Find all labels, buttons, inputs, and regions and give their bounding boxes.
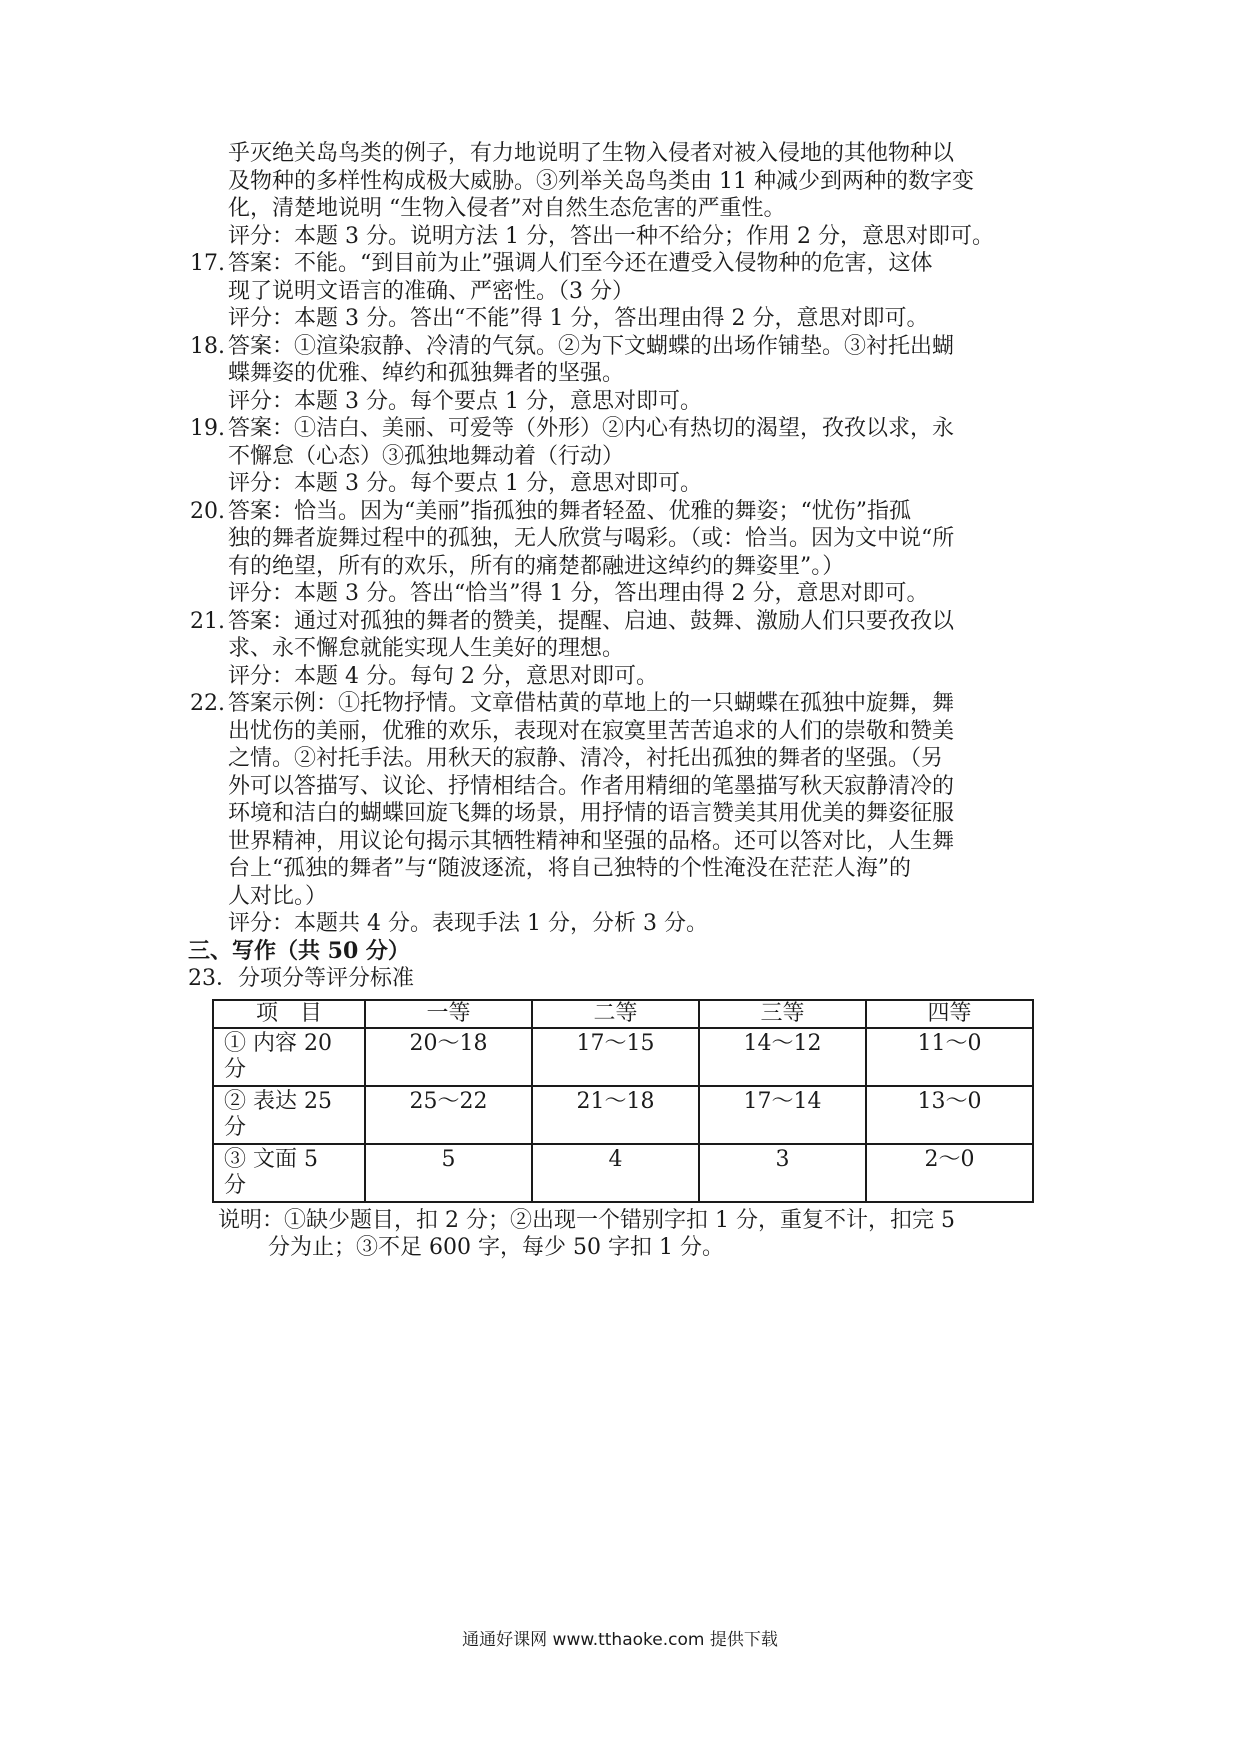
row-label-line: ③ 文面 5	[224, 1146, 318, 1172]
table-header-cell: 三等	[699, 1000, 866, 1028]
question-number: 18.	[190, 333, 225, 359]
answer-line: 答案：通过对孤独的舞者的赞美，提醒、启迪、鼓舞、激励人们只要孜孜以	[228, 608, 955, 634]
row-label-line: 分	[224, 1056, 247, 1082]
question-number: 19.	[190, 416, 225, 441]
table-cell: 20～18	[365, 1028, 532, 1086]
table-row	[213, 1028, 1033, 1086]
row-label-line: ① 内容 20	[224, 1030, 332, 1056]
answer-line: 人对比。）	[228, 883, 328, 909]
table-cell: 11～0	[866, 1028, 1033, 1086]
question-23-caption: 23．分项分等评分标准	[188, 966, 414, 991]
table-header-cell: 四等	[866, 1000, 1033, 1028]
answer-16-line-1: 乎灭绝关岛鸟类的例子，有力地说明了生物入侵者对被入侵地的其他物种以	[228, 141, 955, 166]
answer-line: 环境和洁白的蝴蝶回旋飞舞的场景，用抒情的语言赞美其用优美的舞姿征服	[228, 801, 955, 826]
question-number: 22.	[190, 691, 225, 716]
answer-line: 之情。②衬托手法。用秋天的寂静、清冷，衬托出孤独的舞者的坚强。（另	[228, 746, 944, 771]
answer-line: 不懈怠（心态）③孤独地舞动着（行动）	[228, 443, 625, 469]
question-22	[190, 690, 1070, 910]
scoring-16: 评分：本题 3 分。说明方法 1 分，答出一种不给分；作用 2 分，意思对即可。	[228, 223, 994, 249]
answer-line: 答案示例：①托物抒情。文章借枯黄的草地上的一只蝴蝶在孤独中旋舞，舞	[228, 691, 955, 716]
table-cell: 3	[699, 1144, 866, 1202]
grading-table	[212, 999, 1034, 1203]
question-18	[190, 333, 1070, 388]
table-header-cell: 二等	[532, 1000, 699, 1028]
page-footer-watermark: 通通好课网 www.tthaoke.com 提供下载	[462, 1630, 778, 1650]
answer-line: 求、永不懈怠就能实现人生美好的理想。	[228, 636, 625, 661]
notes-line: 分为止；③不足 600 字，每少 50 字扣 1 分。	[268, 1235, 724, 1260]
table-cell: 5	[365, 1144, 532, 1202]
scoring-22: 评分：本题共 4 分。表现手法 1 分，分析 3 分。	[228, 911, 708, 936]
scoring-21: 评分：本题 4 分。每句 2 分，意思对即可。	[228, 663, 658, 689]
answer-line: 答案：不能。“到目前为止”强调人们至今还在遭受入侵物种的危害，这体	[228, 251, 933, 276]
answer-16-line-3: 化，清楚地说明 “生物入侵者”对自然生态危害的严重性。	[228, 196, 786, 221]
question-number: 20.	[190, 498, 225, 524]
table-row	[213, 1144, 1033, 1202]
table-cell: 21～18	[532, 1086, 699, 1144]
table-header-cell: 项 目	[213, 1000, 365, 1028]
question-20	[190, 498, 1070, 581]
answer-line: 答案：①洁白、美丽、可爱等（外形）②内心有热切的渴望，孜孜以求，永	[228, 416, 955, 441]
answer-line: 世界精神，用议论句揭示其牺牲精神和坚强的品格。还可以答对比，人生舞	[228, 828, 955, 854]
table-cell: 4	[532, 1144, 699, 1202]
table-cell: 17～15	[532, 1028, 699, 1086]
table-cell: 25～22	[365, 1086, 532, 1144]
scoring-20: 评分：本题 3 分。答出“恰当”得 1 分，答出理由得 2 分，意思对即可。	[228, 581, 929, 606]
answer-line: 答案：恰当。因为“美丽”指孤独的舞者轻盈、优雅的舞姿；“忧伤”指孤	[228, 498, 911, 524]
grading-notes	[218, 1207, 1070, 1262]
answer-key-body	[190, 140, 1070, 1262]
question-number: 21.	[190, 608, 225, 634]
scoring-17: 评分：本题 3 分。答出“不能”得 1 分，答出理由得 2 分，意思对即可。	[228, 306, 929, 331]
table-row-label	[213, 1144, 365, 1202]
table-cell: 17～14	[699, 1086, 866, 1144]
question-19	[190, 415, 1070, 470]
answer-16-line-2: 及物种的多样性构成极大威胁。③列举关岛鸟类由 11 种减少到两种的数字变	[228, 168, 974, 194]
answer-line: 答案：①渲染寂静、冷清的气氛。②为下文蝴蝶的出场作铺垫。③衬托出蝴	[228, 333, 955, 359]
table-row-label	[213, 1086, 365, 1144]
table-header-cell: 一等	[365, 1000, 532, 1028]
question-number: 17.	[190, 251, 225, 276]
scoring-18: 评分：本题 3 分。每个要点 1 分，意思对即可。	[228, 388, 702, 414]
question-17	[190, 250, 1070, 305]
section-heading-writing: 三、写作（共 50 分）	[188, 937, 410, 964]
answer-line: 独的舞者旋舞过程中的孤独，无人欣赏与喝彩。（或：恰当。因为文中说“所	[228, 526, 955, 551]
table-cell: 14～12	[699, 1028, 866, 1086]
answer-line: 现了说明文语言的准确、严密性。（3 分）	[228, 278, 634, 304]
table-header-row	[213, 1000, 1033, 1028]
table-row-label	[213, 1028, 365, 1086]
table-cell: 13～0	[866, 1086, 1033, 1144]
answer-line: 出忧伤的美丽，优雅的欢乐，表现对在寂寞里苦苦追求的人们的崇敬和赞美	[228, 718, 955, 744]
row-label-line: 分	[224, 1114, 247, 1140]
table-cell: 2～0	[866, 1144, 1033, 1202]
table-row	[213, 1086, 1033, 1144]
row-label-line: 分	[224, 1172, 247, 1198]
scoring-19: 评分：本题 3 分。每个要点 1 分，意思对即可。	[228, 471, 702, 496]
answer-line: 台上“孤独的舞者”与“随波逐流，将自己独特的个性淹没在茫茫人海”的	[228, 856, 911, 881]
answer-line: 蝶舞姿的优雅、绰约和孤独舞者的坚强。	[228, 361, 625, 386]
notes-line: 说明：①缺少题目，扣 2 分；②出现一个错别字扣 1 分，重复不计，扣完 5	[218, 1207, 955, 1233]
row-label-line: ② 表达 25	[224, 1088, 332, 1114]
answer-line: 外可以答描写、议论、抒情相结合。作者用精细的笔墨描写秋天寂静清冷的	[228, 773, 955, 799]
answer-line: 有的绝望，所有的欢乐，所有的痛楚都融进这绰约的舞姿里”。）	[228, 553, 845, 579]
question-21	[190, 608, 1070, 663]
